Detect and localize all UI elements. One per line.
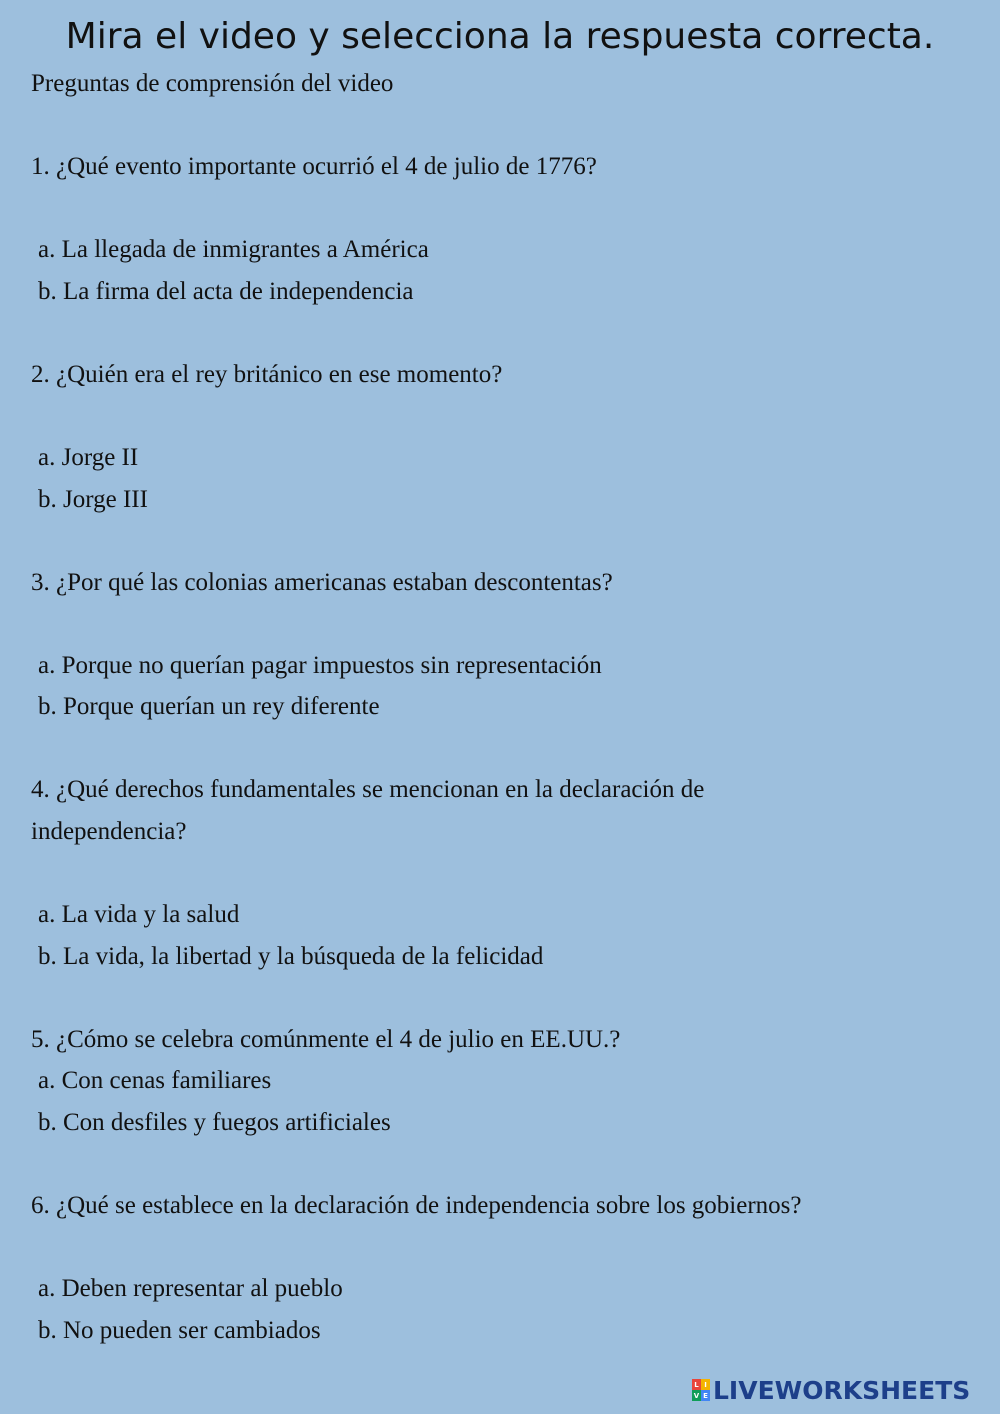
- q4-option-a[interactable]: a. La vida y la salud: [38, 901, 240, 928]
- brand-logo[interactable]: [692, 1373, 970, 1407]
- brand-name: LIVEWORKSHEETS: [713, 1375, 971, 1405]
- question-6: 6. ¿Qué se establece en la declaración de independencia sobre los gobiernos?: [31, 1192, 802, 1219]
- question-5: 5. ¿Cómo se celebra comúnmente el 4 de julio en EE.UU.?: [31, 1026, 621, 1053]
- logo-letter-i: I: [701, 1379, 710, 1390]
- logo-letter-v: V: [693, 1391, 700, 1400]
- question-4-line-2: independencia?: [31, 818, 187, 845]
- logo-letter-e: E: [701, 1390, 710, 1401]
- q6-option-b[interactable]: b. No pueden ser cambiados: [38, 1317, 321, 1344]
- question-2: 2. ¿Quién era el rey británico en ese momento?: [31, 361, 503, 388]
- q5-option-a[interactable]: a. Con cenas familiares: [38, 1067, 272, 1094]
- q2-option-a[interactable]: a. Jorge II: [38, 444, 139, 471]
- q3-option-b[interactable]: b. Porque querían un rey diferente: [38, 693, 380, 720]
- logo-letter-l: L: [692, 1379, 701, 1390]
- q1-option-a[interactable]: a. La llegada de inmigrantes a América: [38, 236, 429, 263]
- q4-option-b[interactable]: b. La vida, la libertad y la búsqueda de la felicidad: [38, 943, 544, 970]
- q1-option-b[interactable]: b. La firma del acta de independencia: [38, 278, 414, 305]
- q2-option-b[interactable]: b. Jorge III: [38, 486, 148, 513]
- q5-option-b[interactable]: b. Con desfiles y fuegos artificiales: [38, 1109, 391, 1136]
- subtitle: Preguntas de comprensión del video: [31, 70, 394, 97]
- live-logo-icon: [692, 1379, 710, 1401]
- question-4-line-1: 4. ¿Qué derechos fundamentales se mencionan en la declaración de: [31, 776, 705, 803]
- page-title: Mira el video y selecciona la respuesta correcta.: [65, 16, 935, 57]
- question-1: 1. ¿Qué evento importante ocurrió el 4 de julio de 1776?: [31, 153, 597, 180]
- question-3: 3. ¿Por qué las colonias americanas estaban descontentas?: [31, 569, 613, 596]
- q3-option-a[interactable]: a. Porque no querían pagar impuestos sin representación: [38, 652, 602, 679]
- q6-option-a[interactable]: a. Deben representar al pueblo: [38, 1275, 343, 1302]
